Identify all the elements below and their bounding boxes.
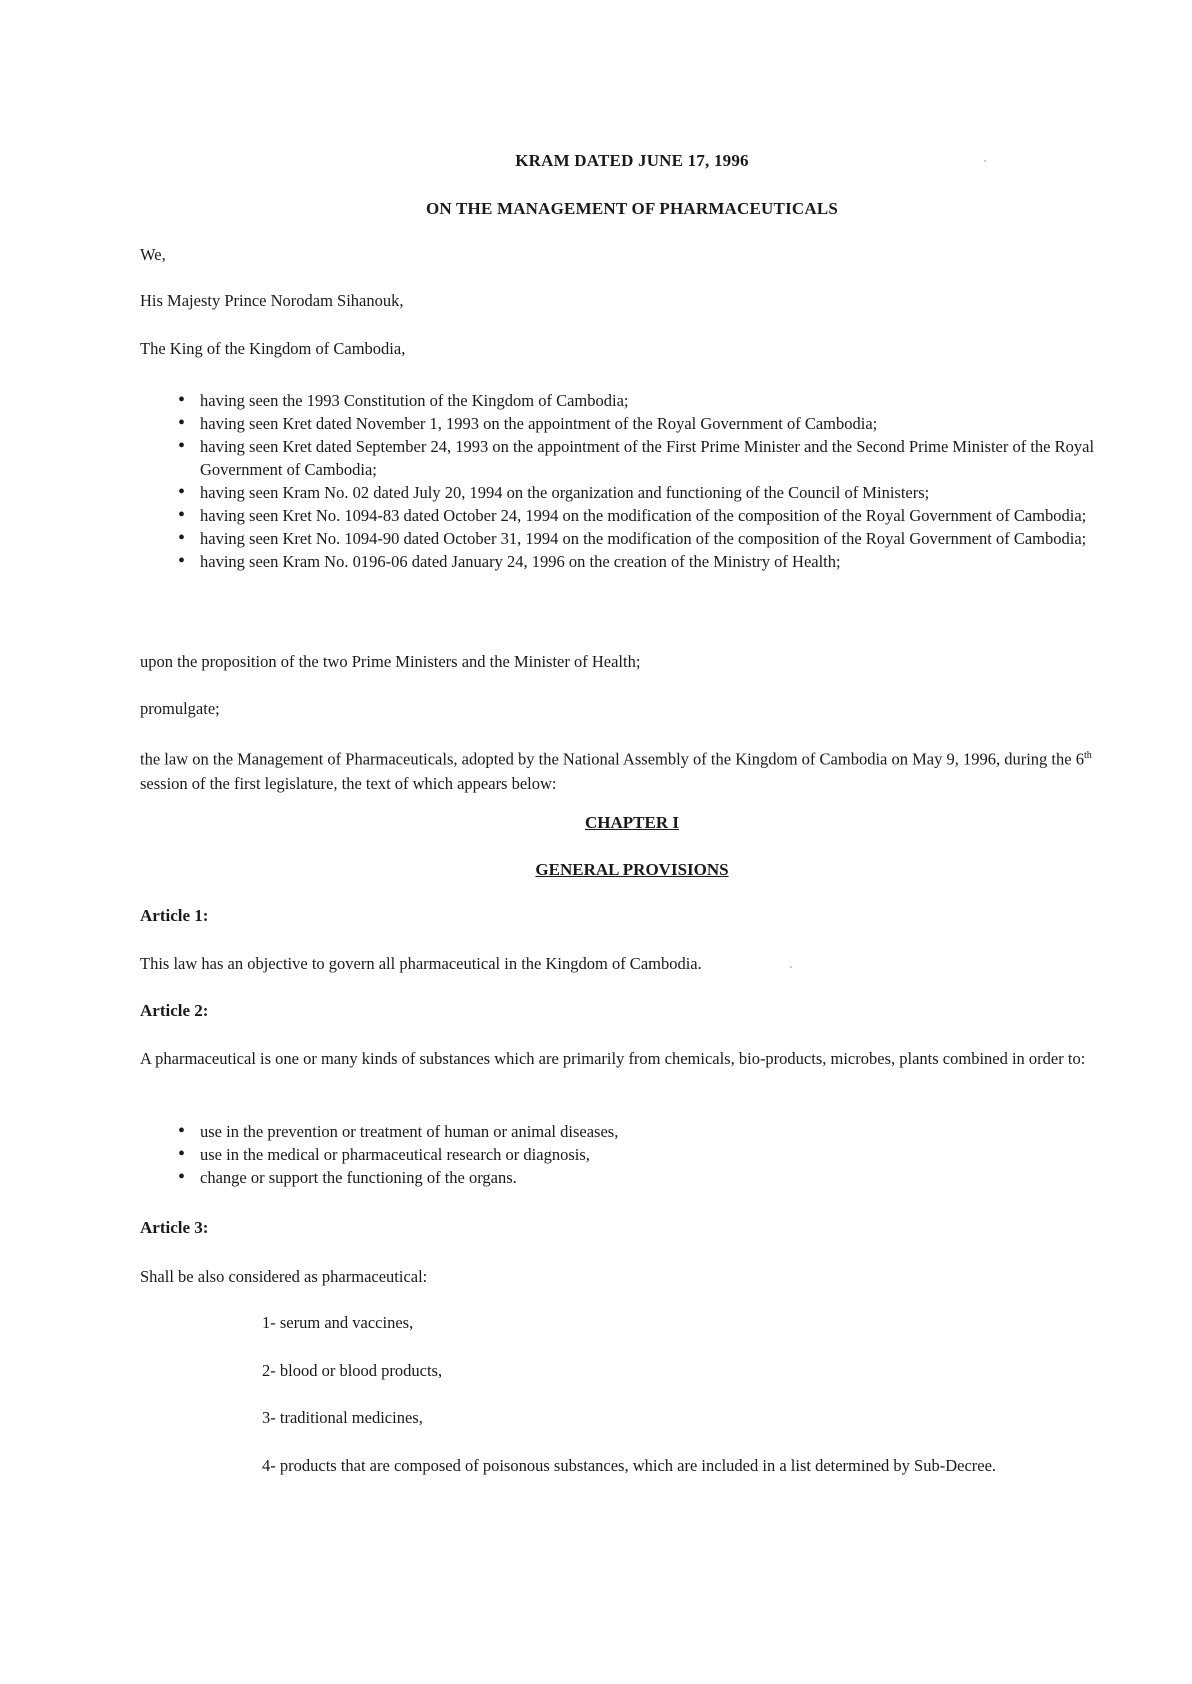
list-item: • use in the prevention or treatment of human or animal diseases, (178, 1120, 1123, 1143)
list-item: • having seen Kret No. 1094-83 dated October 24, 1994 on the modification of the composition of the Royal Government of Cambodia; (178, 504, 1123, 527)
list-item: • having seen Kram No. 02 dated July 20, 1994 on the organization and functioning of the Council of Ministers; (178, 481, 1123, 504)
promulgate-line: promulgate; (140, 699, 220, 718)
scan-speck (790, 966, 792, 968)
majesty-line: His Majesty Prince Norodam Sihanouk, (140, 291, 404, 310)
document-subtitle: ON THE MANAGEMENT OF PHARMACEUTICALS (425, 199, 839, 218)
we-line: We, (140, 245, 166, 264)
chapter-title: GENERAL PROVISIONS (535, 860, 729, 879)
list-item: • having seen the 1993 Constitution of the Kingdom of Cambodia; (178, 389, 1123, 412)
article-1-heading: Article 1: (140, 906, 209, 925)
having-seen-list (178, 389, 1123, 573)
ordinal-suffix: th (1083, 750, 1092, 761)
article-2-text: A pharmaceutical is one or many kinds of substances which are primarily from chemicals, bio-products, microbes, plants combined in order to: (140, 1049, 1086, 1068)
article-3-item: 3- traditional medicines, (262, 1408, 423, 1427)
article-1-text: This law has an objective to govern all pharmaceutical in the Kingdom of Cambodia. (140, 954, 702, 973)
law-intro-paragraph (140, 744, 1110, 796)
list-item: • having seen Kret dated November 1, 1993 on the appointment of the Royal Government of Cambodia; (178, 412, 1123, 435)
list-item: • use in the medical or pharmaceutical research or diagnosis, (178, 1143, 1123, 1166)
article-3-item: 1- serum and vaccines, (262, 1313, 414, 1332)
proposition-line: upon the proposition of the two Prime Ministers and the Minister of Health; (140, 652, 641, 671)
document-title: KRAM DATED JUNE 17, 1996 (515, 151, 749, 170)
article-3-item: 2- blood or blood products, (262, 1361, 443, 1380)
list-item: • change or support the functioning of the organs. (178, 1166, 1123, 1189)
scan-speck (984, 160, 986, 162)
list-item: • having seen Kram No. 0196-06 dated January 24, 1996 on the creation of the Ministry of Health; (178, 550, 1123, 573)
article-3-item: 4- products that are composed of poisonous substances, which are included in a list determined by Sub-Decree. (262, 1456, 997, 1475)
article-2-heading: Article 2: (140, 1001, 209, 1020)
list-item: • having seen Kret dated September 24, 1993 on the appointment of the First Prime Minister and the Second Prime Minister of the Royal Government of Cambodia; (178, 435, 1123, 481)
list-item: • having seen Kret No. 1094-90 dated October 31, 1994 on the modification of the composition of the Royal Government of Cambodia; (178, 527, 1123, 550)
article-3-heading: Article 3: (140, 1218, 209, 1237)
article-2-uses-list (178, 1120, 1123, 1189)
king-line: The King of the Kingdom of Cambodia, (140, 339, 406, 358)
chapter-heading: CHAPTER I (585, 813, 679, 832)
law-intro-text-end: session of the first legislature, the text of which appears below: (140, 773, 557, 793)
law-intro-text: the law on the Management of Pharmaceuticals, adopted by the National Assembly of the Kingdom of Cambodia on May 9, 1996, during the 6 (140, 749, 1084, 769)
article-3-text: Shall be also considered as pharmaceutical: (140, 1267, 428, 1286)
